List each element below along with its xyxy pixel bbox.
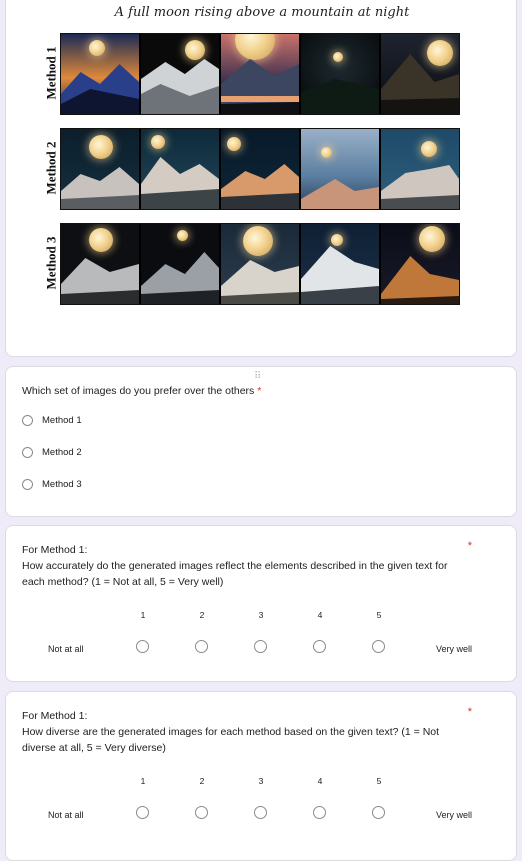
generated-image — [221, 224, 301, 304]
scale-radio-1[interactable] — [136, 640, 149, 653]
radio-button[interactable] — [22, 479, 33, 490]
generated-image — [301, 129, 381, 209]
radio-button[interactable] — [22, 415, 33, 426]
generated-image — [381, 129, 459, 209]
scale-radio-2[interactable] — [195, 806, 208, 819]
scale-radio-5[interactable] — [372, 806, 385, 819]
scale-high-label: Very well — [436, 644, 473, 654]
generated-image — [301, 224, 381, 304]
generated-image — [141, 34, 221, 114]
option-method-2[interactable]: Method 2 — [22, 447, 82, 458]
question-card-preference — [5, 366, 517, 517]
generated-image — [141, 129, 221, 209]
scale-number: 1 — [140, 776, 146, 786]
question-card-diversity — [5, 691, 517, 861]
scale-number: 3 — [258, 776, 264, 786]
scale-high-label: Very well — [436, 810, 473, 820]
scale-number: 1 — [140, 610, 146, 620]
question-title: Which set of images do you prefer over the others * — [22, 385, 262, 397]
question-title: For Method 1: How accurately do the generated images reflect the elements described in the given text for each method? (1 = Not at all, 5 = Very well) — [22, 544, 448, 588]
row-label-method-1: Method 1 — [44, 46, 59, 100]
scale-radio-2[interactable] — [195, 640, 208, 653]
required-asterisk: * — [467, 706, 472, 718]
row-label-method-3: Method 3 — [44, 236, 59, 290]
generated-image — [221, 34, 301, 114]
scale-radio-4[interactable] — [313, 640, 326, 653]
generated-image — [301, 34, 381, 114]
figure-card — [5, 0, 517, 357]
scale-number: 3 — [258, 610, 264, 620]
scale-radio-1[interactable] — [136, 806, 149, 819]
scale-radio-5[interactable] — [372, 640, 385, 653]
scale-number: 2 — [199, 610, 205, 620]
required-asterisk: * — [467, 540, 472, 552]
option-method-1[interactable]: Method 1 — [22, 415, 82, 426]
scale-low-label: Not at all — [48, 810, 84, 820]
generated-image — [61, 129, 141, 209]
question-card-accuracy — [5, 525, 517, 682]
generated-image — [61, 224, 141, 304]
image-strip-method-3 — [60, 223, 460, 305]
generated-image — [221, 129, 301, 209]
scale-low-label: Not at all — [48, 644, 84, 654]
question-title: For Method 1: How diverse are the generated images for each method based on the given text? (1 = Not diverse at all, 5 = Very diverse) — [22, 710, 440, 754]
scale-number: 4 — [317, 776, 323, 786]
row-label-method-2: Method 2 — [44, 141, 59, 195]
image-strip-method-2 — [60, 128, 460, 210]
scale-radio-4[interactable] — [313, 806, 326, 819]
image-strip-method-1 — [60, 33, 460, 115]
scale-radio-3[interactable] — [254, 806, 267, 819]
drag-handle-icon[interactable]: ⠿ — [254, 371, 263, 382]
scale-radio-3[interactable] — [254, 640, 267, 653]
generated-image — [141, 224, 221, 304]
scale-number: 5 — [376, 776, 382, 786]
generated-image — [61, 34, 141, 114]
option-method-3[interactable]: Method 3 — [22, 479, 82, 490]
generated-image — [381, 34, 459, 114]
figure-caption: A full moon rising above a mountain at night — [114, 5, 410, 20]
radio-button[interactable] — [22, 447, 33, 458]
scale-number: 2 — [199, 776, 205, 786]
generated-image — [381, 224, 459, 304]
required-asterisk: * — [257, 385, 262, 397]
scale-number: 4 — [317, 610, 323, 620]
scale-number: 5 — [376, 610, 382, 620]
